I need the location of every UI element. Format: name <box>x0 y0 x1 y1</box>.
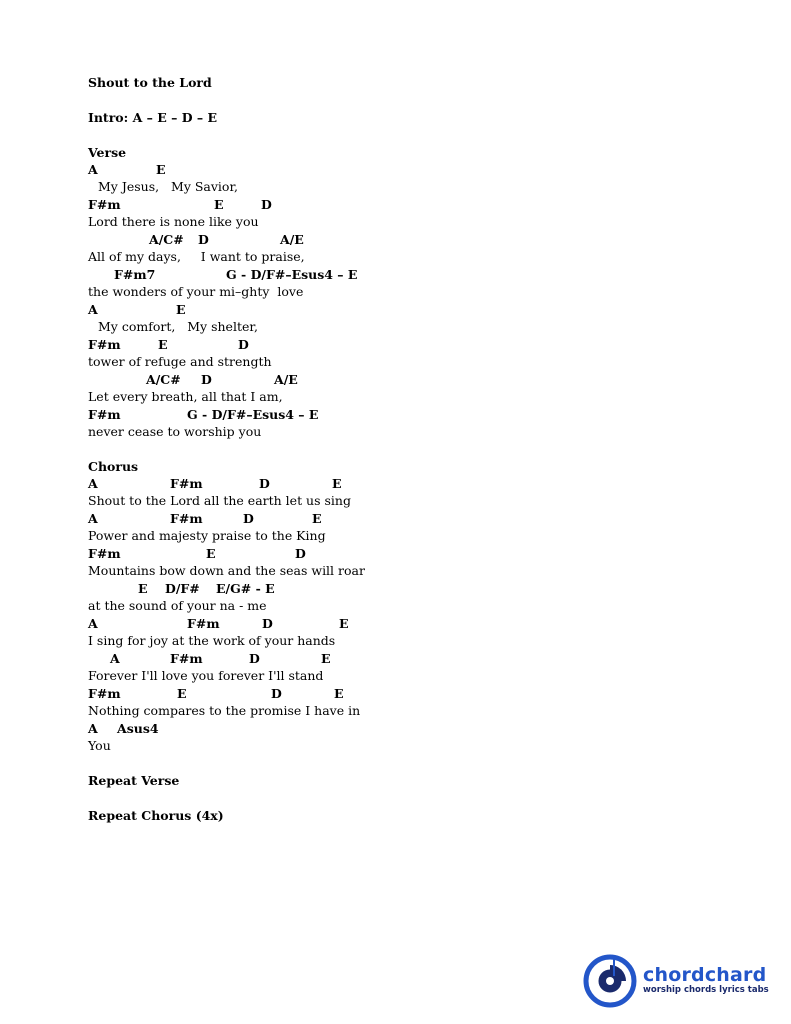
chord: E <box>177 686 187 701</box>
chord: G - D/F#–Esus4 – E <box>187 407 319 422</box>
chord-row <box>88 372 768 387</box>
chord-row <box>88 267 768 282</box>
lyric-line: My Jesus, My Savior, <box>98 179 239 194</box>
chord-row <box>88 581 768 596</box>
lyric-line: Nothing compares to the promise I have in <box>88 703 361 718</box>
chord: D <box>243 511 254 526</box>
intro-line: Intro: A – E – D – E <box>88 110 218 125</box>
chord: A <box>88 302 98 317</box>
chord-row <box>88 162 768 177</box>
chord: E <box>312 511 322 526</box>
chord-row <box>88 651 768 666</box>
chord: F#m <box>88 337 121 352</box>
chord: D <box>198 232 209 247</box>
song-title: Shout to the Lord <box>88 75 212 90</box>
chord-row <box>88 197 768 212</box>
lyric-line: never cease to worship you <box>88 424 262 439</box>
chord: E/G# - E <box>216 581 275 596</box>
chord-row <box>88 546 768 561</box>
lyric-line: Shout to the Lord all the earth let us sing <box>88 493 351 508</box>
chord: D <box>262 616 273 631</box>
repeat-chorus: Repeat Chorus (4x) <box>88 808 224 823</box>
lyric-line: Power and majesty praise to the King <box>88 528 326 543</box>
lyric-line: Forever I'll love you forever I'll stand <box>88 668 324 683</box>
lyric-line: Lord there is none like you <box>88 214 259 229</box>
chord: F#m7 <box>114 267 156 282</box>
logo-tagline: worship chords lyrics tabs <box>643 985 769 995</box>
chord: F#m <box>88 197 121 212</box>
chord: D <box>238 337 249 352</box>
chord-row <box>88 302 768 317</box>
lyric-line: You <box>88 738 111 753</box>
chord: E <box>321 651 331 666</box>
chord: A <box>88 476 98 491</box>
chord-row <box>88 511 768 526</box>
verse-heading: Verse <box>88 145 127 160</box>
chord: E <box>214 197 224 212</box>
lyric-line: Let every breath, all that I am, <box>88 389 283 404</box>
chord: D <box>295 546 306 561</box>
chord: Asus4 <box>117 721 159 736</box>
chord: G - D/F#–Esus4 – E <box>226 267 358 282</box>
chord: F#m <box>170 511 203 526</box>
chord: A <box>88 162 98 177</box>
chord: D <box>201 372 212 387</box>
chord: A/E <box>274 372 298 387</box>
chord: F#m <box>88 686 121 701</box>
chord: E <box>332 476 342 491</box>
chord: F#m <box>170 476 203 491</box>
chord: F#m <box>88 546 121 561</box>
lyric-line: I sing for joy at the work of your hands <box>88 633 336 648</box>
chordchard-logo-icon <box>583 954 637 1008</box>
chord: E <box>339 616 349 631</box>
chord: D <box>261 197 272 212</box>
chord: E <box>334 686 344 701</box>
chord: E <box>158 337 168 352</box>
chord: D <box>249 651 260 666</box>
lyric-line: Mountains bow down and the seas will roar <box>88 563 365 578</box>
chord: E <box>206 546 216 561</box>
chord: F#m <box>88 407 121 422</box>
chord: A/C# <box>149 232 184 247</box>
chord-row <box>88 686 768 701</box>
chord-row <box>88 721 768 736</box>
chord-row <box>88 337 768 352</box>
lyric-line: My comfort, My shelter, <box>98 319 258 334</box>
chord: A <box>110 651 120 666</box>
chord: D <box>271 686 282 701</box>
lyric-line: the wonders of your mi–ghty love <box>88 284 304 299</box>
chord: F#m <box>170 651 203 666</box>
chord: D/F# <box>165 581 200 596</box>
lyric-line: All of my days, I want to praise, <box>88 249 305 264</box>
chord: E <box>176 302 186 317</box>
chord: A <box>88 616 98 631</box>
chord-row <box>88 476 768 491</box>
chord: A/C# <box>146 372 181 387</box>
lyric-line: tower of refuge and strength <box>88 354 272 369</box>
chord: E <box>138 581 148 596</box>
chord: F#m <box>187 616 220 631</box>
chorus-heading: Chorus <box>88 459 139 474</box>
chord: A <box>88 721 98 736</box>
chord: E <box>156 162 166 177</box>
chord-row <box>88 232 768 247</box>
lyric-line: at the sound of your na - me <box>88 598 267 613</box>
chord-row <box>88 407 768 422</box>
chord: A <box>88 511 98 526</box>
logo-name: chordchard <box>643 964 767 986</box>
repeat-verse: Repeat Verse <box>88 773 180 788</box>
chordchard-logo <box>583 954 773 1010</box>
chord-row <box>88 616 768 631</box>
chord: D <box>259 476 270 491</box>
chord: A/E <box>280 232 304 247</box>
